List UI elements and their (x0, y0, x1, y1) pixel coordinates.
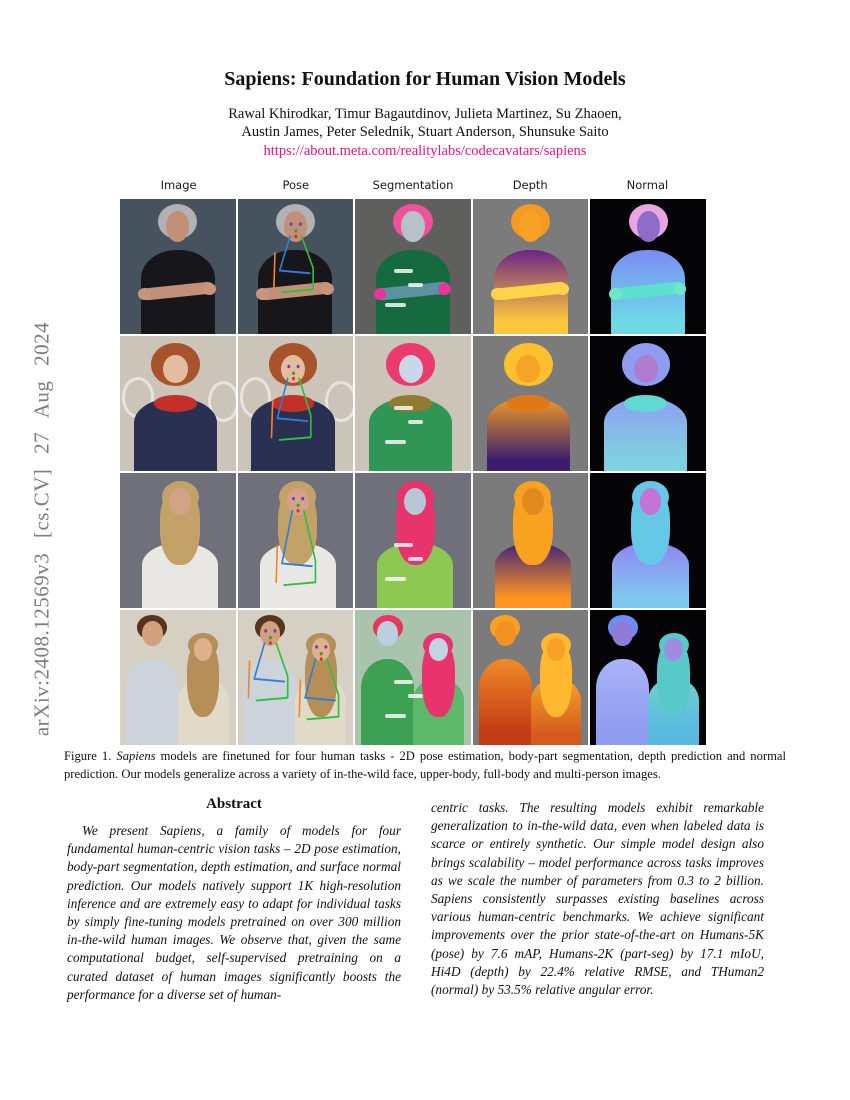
figure-cell-row2-pose (238, 336, 354, 471)
figure-cell-row1-depth (473, 199, 589, 334)
segment-label-chip (385, 714, 406, 718)
figure-grid (120, 199, 706, 745)
column-header-depth: Depth (512, 178, 548, 192)
person-face (404, 488, 426, 515)
person-hand (556, 283, 569, 295)
person-torso (126, 659, 179, 745)
person-face (377, 621, 398, 647)
abstract-text-left: We present Sapiens, a family of models for four fundamental human-centric vision tasks – 2D pose estimation, body-part segmentation, depth estimation, and surface normal prediction. Our models natively support 1K high-resolution inference and are extremely easy to adapt for individual tasks by simply fine-tuning models pretrained on over 300 million in-the-wild human images. We observe that, given the same computational budget, self-supervised pretraining on a curated dataset of human images significantly boosts the performance for a diverse set of human- (67, 823, 401, 1002)
figure-cell-row2-seg (355, 336, 471, 471)
segment-label-chip (385, 303, 406, 307)
abstract-right-column (431, 799, 764, 999)
person-scarf (507, 395, 550, 411)
person-scarf (624, 395, 667, 411)
figure-cell-row4-seg (355, 610, 471, 745)
figure-cell-row3-image (120, 473, 236, 608)
person-face (495, 621, 516, 647)
figure-cell-row1-seg (355, 199, 471, 334)
person-face (399, 355, 423, 383)
person-hand (609, 288, 622, 300)
figure-cell-row2-depth (473, 336, 589, 471)
segment-label-chip (385, 440, 406, 444)
person-face (169, 488, 191, 515)
abstract-text-right: centric tasks. The resulting models exhibit remarkable generalization to in-the-wild data, even when labeled data is scarce or entirely synthetic. Our simple model design also brings scalability – model performance across tasks improves as we scale the number of parameters from 0.3 to 2 billion. Sapiens consistently surpasses existing baselines across various human-centric benchmarks. We achieve significant improvements over the prior state-of-the-art on Humans-5K (pose) by 7.6 mAP, Humans-2K (part-seg) by 17.1 mIoU, Hi4D (depth) by 22.4% relative RMSE, and THuman2 (normal) by 53.5% relative angular error. (431, 800, 764, 998)
figure-caption (64, 748, 786, 783)
person-torso (596, 659, 649, 745)
segment-label-chip (408, 694, 423, 698)
person-face (522, 488, 544, 515)
person-face (163, 355, 187, 383)
abstract-left-column (67, 796, 401, 1004)
paper-header (0, 68, 850, 160)
person-face (640, 488, 662, 515)
segment-label-chip (394, 406, 412, 410)
pose-skeleton-overlay (238, 473, 354, 608)
person-face (429, 638, 447, 661)
person-hand (674, 283, 687, 295)
paper-title: Sapiens: Foundation for Human Vision Models (224, 68, 626, 90)
abstract-heading: Abstract (206, 796, 262, 812)
person-face (612, 621, 633, 647)
figure-caption-label: Figure 1. (64, 749, 112, 763)
figure-caption-text: models are finetuned for four human tasks - 2D pose estimation, body-part segmentation, depth prediction and normal prediction. Our models generalize across a variety of in-the-wild face, upper-body, full-body and multi-person images. (64, 749, 786, 781)
authors-line-1: Rawal Khirodkar, Timur Bagautdinov, Julieta Martinez, Su Zhaoen, (228, 106, 622, 122)
person-hand (203, 283, 216, 295)
person-torso (361, 659, 414, 745)
pose-skeleton-overlay (238, 199, 354, 334)
pose-skeleton-overlay (238, 336, 354, 471)
column-header-segmentation: Segmentation (372, 178, 454, 192)
figure-caption-sapiens: Sapiens (116, 749, 156, 763)
segment-label-chip (394, 543, 412, 547)
person-torso (479, 659, 532, 745)
person-face (401, 211, 424, 242)
figure-cell-row1-pose (238, 199, 354, 334)
segment-label-chip (394, 269, 412, 273)
person-face (519, 211, 542, 242)
segment-label-chip (408, 283, 423, 287)
person-face (142, 621, 163, 647)
figure-cell-row1-normal (590, 199, 706, 334)
person-scarf (154, 395, 197, 411)
person-face (166, 211, 189, 242)
column-header-normal: Normal (626, 178, 669, 192)
authors-line-2: Austin James, Peter Selednik, Stuart Anderson, Shunsuke Saito (241, 124, 609, 140)
segment-label-chip (408, 420, 423, 424)
figure-cell-row2-normal (590, 336, 706, 471)
figure-cell-row4-pose (238, 610, 354, 745)
segment-label-chip (385, 577, 406, 581)
person-face (634, 355, 658, 383)
project-url-link[interactable]: https://about.meta.com/realitylabs/codecavatars/sapiens (263, 143, 587, 159)
figure-cell-row3-seg (355, 473, 471, 608)
figure-cell-row2-image (120, 336, 236, 471)
figure-column-headers (120, 178, 706, 194)
arxiv-sidebar-banner: arXiv:2408.12569v3 [cs.CV] 27 Aug 2024 (29, 321, 54, 737)
person-face (664, 638, 682, 661)
person-hand (438, 283, 451, 295)
column-header-image: Image (160, 178, 197, 192)
figure-cell-row3-pose (238, 473, 354, 608)
figure-cell-row4-image (120, 610, 236, 745)
segment-label-chip (408, 557, 423, 561)
figure-cell-row4-normal (590, 610, 706, 745)
segment-label-chip (394, 680, 412, 684)
pose-skeleton-overlay (238, 610, 354, 745)
figure-cell-row4-depth (473, 610, 589, 745)
column-header-pose: Pose (282, 178, 310, 192)
figure-cell-row3-normal (590, 473, 706, 608)
figure-cell-row1-image (120, 199, 236, 334)
person-face (637, 211, 660, 242)
figure-cell-row3-depth (473, 473, 589, 608)
